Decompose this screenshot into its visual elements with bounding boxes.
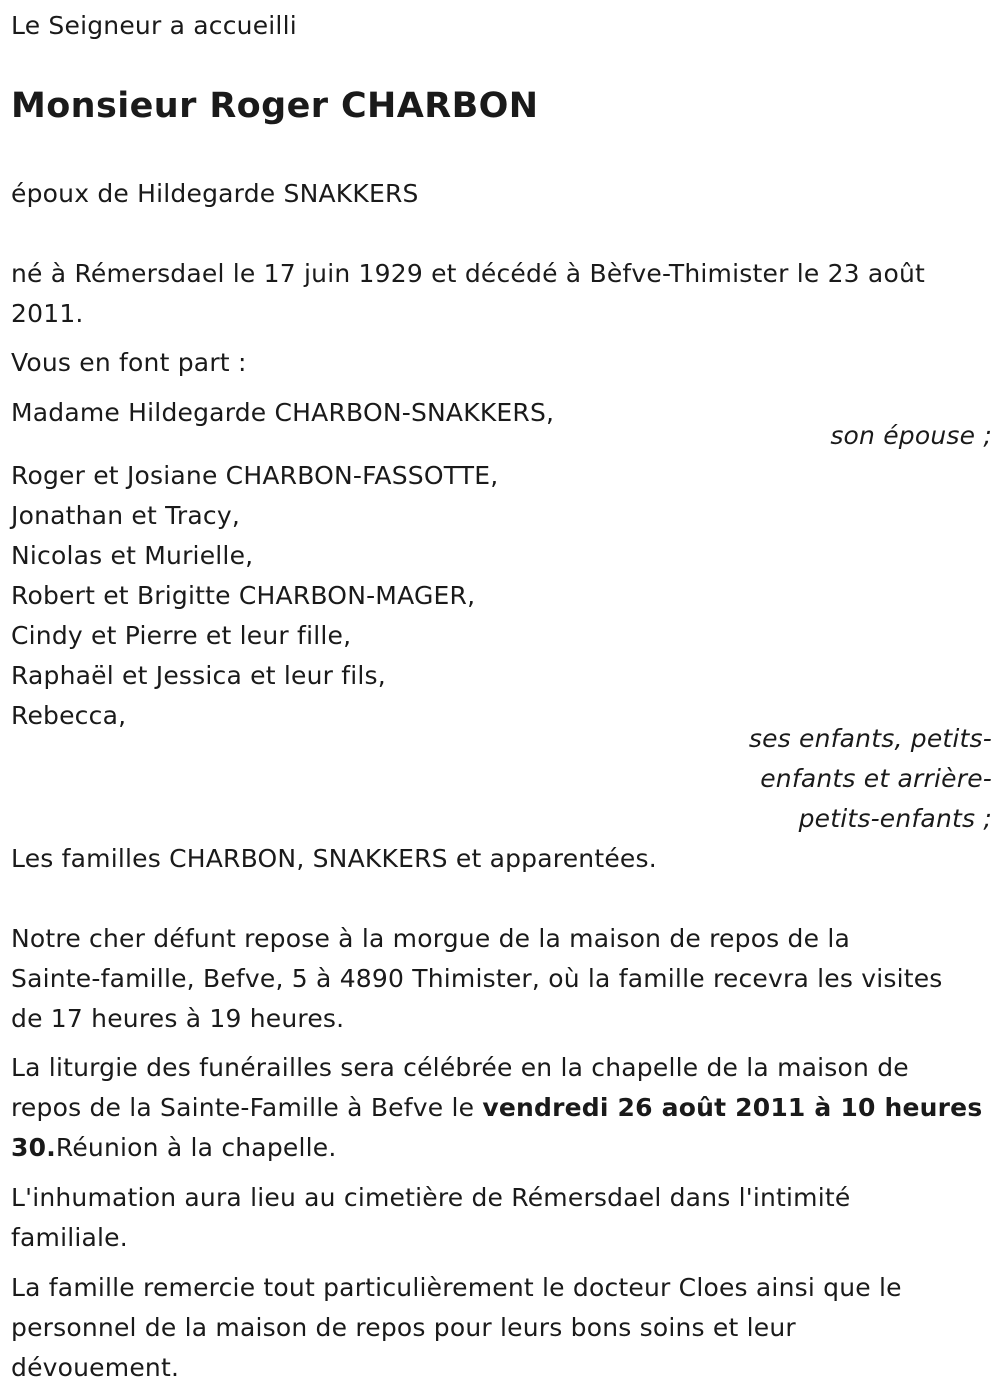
child-entry: Roger et Josiane CHARBON-FASSOTTE, [11, 461, 499, 490]
burial-line: L'inhumation aura lieu au cimetière de Rémersdael dans l'intimité [11, 1183, 851, 1212]
liturgy-meeting: Réunion à la chapelle. [55, 1133, 337, 1162]
liturgy-line: La liturgie des funérailles sera célébrée en la chapelle de la maison de [11, 1053, 909, 1082]
repose-line: Notre cher défunt repose à la morgue de la maison de repos de la [11, 924, 851, 953]
child-entry: Nicolas et Murielle, [11, 541, 254, 570]
thanks-line: personnel de la maison de repos pour leurs bons soins et leur [11, 1313, 796, 1342]
child-entry: Raphaël et Jessica et leur fils, [11, 661, 386, 690]
spouse-mention: Madame Hildegarde CHARBON-SNAKKERS, [11, 398, 555, 427]
liturgy-time: 30. [11, 1133, 56, 1162]
families-text: Les familles CHARBON, SNAKKERS et apparentées. [11, 844, 657, 873]
thanks-line: La famille remercie tout particulièrement le docteur Cloes ainsi que le [11, 1273, 902, 1302]
repose-line: de 17 heures à 19 heures. [11, 1004, 345, 1033]
repose-line: Sainte-famille, Befve, 5 à 4890 Thimister, où la famille recevra les visites [11, 964, 943, 993]
burial-line: familiale. [11, 1223, 128, 1252]
children-role: ses enfants, petits- [748, 724, 992, 753]
child-entry: Robert et Brigitte CHARBON-MAGER, [11, 581, 476, 610]
children-role: petits-enfants ; [798, 804, 992, 833]
children-role: enfants et arrière- [760, 764, 992, 793]
announcement-text: Vous en font part : [11, 348, 247, 377]
birth-death-line-2: 2011. [11, 299, 84, 328]
child-entry: Jonathan et Tracy, [11, 501, 241, 530]
spouse-role: son épouse ; [830, 421, 992, 450]
spouse-text: époux de Hildegarde SNAKKERS [11, 179, 419, 208]
thanks-line: dévouement. [11, 1353, 180, 1382]
intro-text: Le Seigneur a accueilli [11, 11, 297, 40]
liturgy-text: repos de la Sainte-Famille à Befve le [11, 1093, 483, 1122]
liturgy-date: vendredi 26 août 2011 à 10 heures [482, 1093, 983, 1122]
liturgy-line [11, 1128, 337, 1168]
deceased-name: Monsieur Roger CHARBON [11, 86, 539, 126]
liturgy-line [11, 1088, 982, 1128]
birth-death-line-1: né à Rémersdael le 17 juin 1929 et décédé à Bèfve-Thimister le 23 août [11, 259, 925, 288]
child-entry: Rebecca, [11, 701, 127, 730]
child-entry: Cindy et Pierre et leur fille, [11, 621, 352, 650]
